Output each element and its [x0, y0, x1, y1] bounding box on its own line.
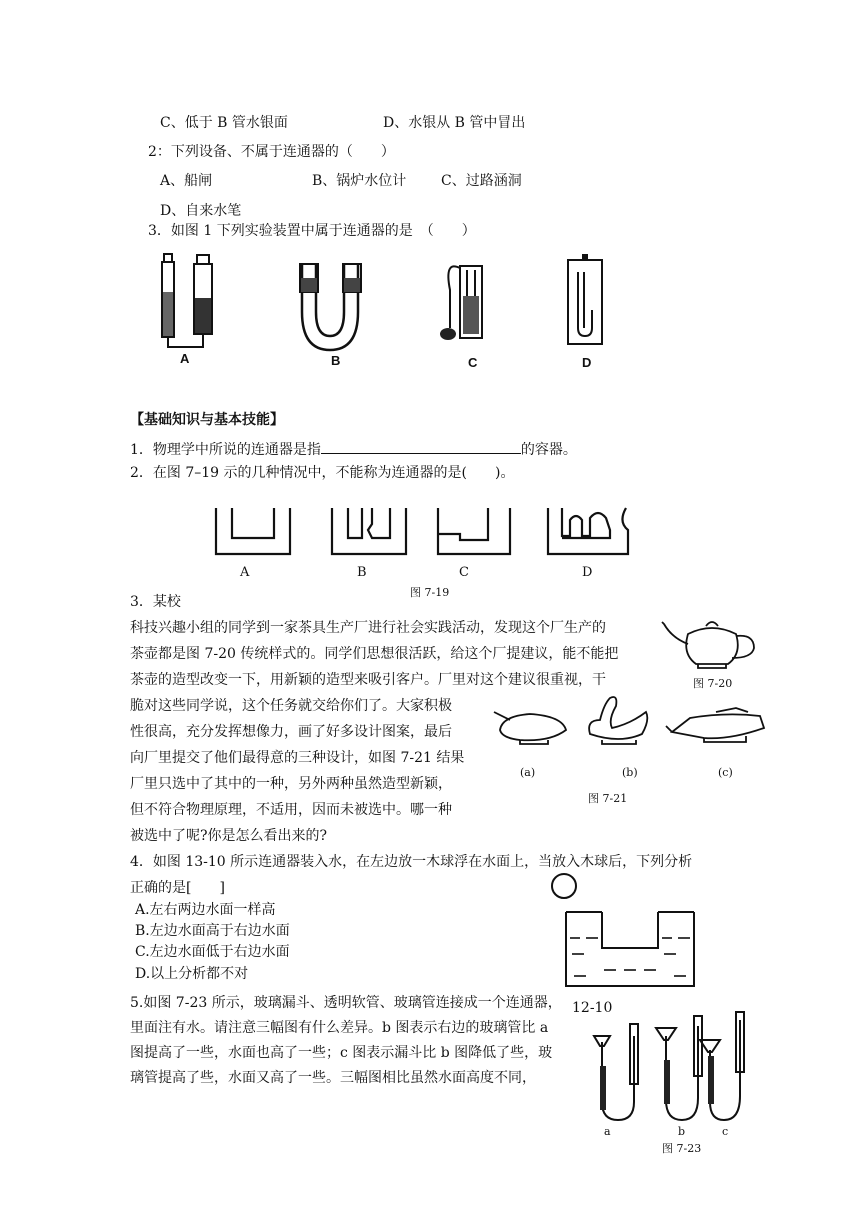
b5-line-1: 5.如图 7-23 所示，玻璃漏斗、透明软管、玻璃管连接成一个连通器，: [130, 995, 562, 1011]
b1-before: 1．物理学中所说的连通器是指: [130, 442, 321, 458]
b5-line-4: 璃管提高了些，水面又高了一些。三幅图相比虽然水面高度不同，: [130, 1070, 536, 1086]
fig-7-21-label-a: (a): [520, 766, 536, 779]
b1-after: 的容器。: [520, 442, 577, 458]
q3-figure: [140, 250, 620, 375]
section-title: 【基础知识与基本技能】: [130, 412, 284, 428]
b2-caption: 图 7-19: [410, 586, 450, 599]
b3-line-2: 茶壶都是图 7-20 传统样式的。同学们思想很活跃，给这个厂提建议，能不能把: [130, 646, 619, 662]
b3-head: 3．某校: [130, 594, 181, 610]
fig-13-10-connector: [544, 868, 714, 988]
b4-option-b: B.左边水面高于右边水面: [135, 923, 290, 939]
prev-option-c: C、低于 B 管水银面: [160, 115, 288, 131]
b3-line-9: 被选中了呢?你是怎么看出来的?: [130, 828, 328, 844]
fig-7-21-label-c: (c): [718, 766, 733, 779]
q3-stem: 3．如图 1 下列实验装置中属于连通器的是 （ ）: [148, 223, 476, 239]
b4-line-2: 正确的是[ ]: [130, 880, 225, 896]
b5-line-2: 里面注有水。请注意三幅图有什么差异。b 图表示右边的玻璃管比 a: [130, 1020, 549, 1036]
fig-7-21-teapots: [490, 690, 770, 752]
q2-option-d: D、自来水笔: [160, 203, 242, 219]
fig-7-23-label-c: c: [722, 1125, 729, 1138]
b3-line-8: 但不符合物理原理，不适用，因而未被选中。哪一种: [130, 802, 452, 818]
b2-label-b: B: [357, 565, 367, 580]
b5-line-3: 图提高了一些，水面也高了一些；c 图表示漏斗比 b 图降低了些，玻: [130, 1045, 553, 1061]
b3-line-1: 科技兴趣小组的同学到一家茶具生产厂进行社会实践活动，发现这个厂生产的: [130, 620, 606, 636]
fig-7-20-teapot: [658, 612, 770, 672]
q3-label-a: A: [180, 351, 190, 366]
q3-label-b: B: [331, 353, 341, 368]
b3-line-4: 脆对这些同学说，这个任务就交给你们了。大家积极: [130, 698, 452, 714]
b4-option-c: C.左边水面低于右边水面: [135, 944, 290, 960]
b3-line-6: 向厂里提交了他们最得意的三种设计，如图 7-21 结果: [130, 750, 465, 766]
fig-7-19: [210, 500, 630, 560]
b3-line-3: 茶壶的造型改变一下，用新颖的造型来吸引客户。厂里对这个建议很重视，干: [130, 672, 606, 688]
b2-label-a: A: [240, 565, 250, 580]
fig-7-21-label-b: (b): [622, 766, 638, 779]
b2-label-d: D: [582, 565, 593, 580]
q3-label-d: D: [582, 355, 592, 370]
b3-line-5: 性很高，充分发挥想像力，画了好多设计图案，最后: [130, 724, 452, 740]
q2-option-c: C、过路涵洞: [441, 173, 522, 189]
fig-7-23-funnels: [590, 1016, 760, 1128]
prev-option-d: D、水银从 B 管中冒出: [383, 115, 526, 131]
b4-line-1: 4．如图 13-10 所示连通器装入水，在左边放一木球浮在水面上，当放入木球后，下列分析: [130, 854, 693, 870]
fig-7-23-label-a: a: [604, 1125, 611, 1138]
b2-label-c: C: [459, 565, 469, 580]
b1-answer-blank[interactable]: [321, 441, 521, 454]
b4-option-a: A.左右两边水面一样高: [135, 902, 276, 918]
b4-option-d: D.以上分析都不对: [135, 966, 249, 982]
q2-option-b: B、锅炉水位计: [312, 173, 407, 189]
b2-stem: 2．在图 7–19 示的几种情况中，不能称为连通器的是( )。: [130, 465, 515, 481]
b1-question: [130, 441, 577, 457]
fig-13-10-caption: 12-10: [572, 1000, 613, 1016]
b3-line-7: 厂里只选中了其中的一种，另外两种虽然造型新颖，: [130, 776, 452, 792]
q2-option-a: A、船闸: [160, 173, 213, 189]
fig-7-20-caption: 图 7-20: [693, 677, 733, 690]
q3-label-c: C: [468, 355, 478, 370]
q2-stem: 2：下列设备、不属于连通器的（ ）: [148, 144, 395, 160]
fig-7-21-caption: 图 7-21: [588, 792, 628, 805]
fig-7-23-label-b: b: [678, 1125, 686, 1138]
fig-7-23-caption: 图 7-23: [662, 1142, 702, 1155]
